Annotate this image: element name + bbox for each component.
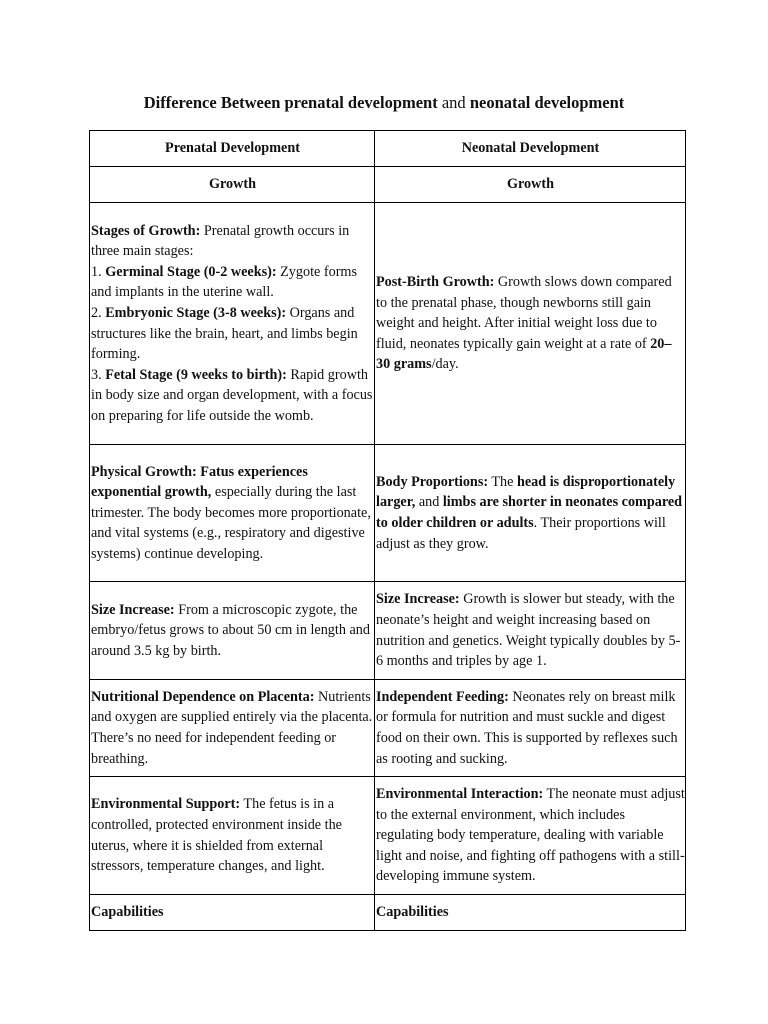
table-row bbox=[90, 203, 686, 445]
cell-neonatal-post-birth-growth: Post-Birth Growth: Growth slows down compared to the prenatal phase, though newborns still gain weight and height. After initial weight loss due to fluid, neonates typically gain weight at a rate of 20–30 grams/day. bbox=[375, 203, 686, 445]
cell-neonatal-environment: Environmental Interaction: The neonate must adjust to the external environment, which includes regulating body temperature, dealing with variable light and noise, and fighting off pathogens with a still-developing immune system. bbox=[375, 777, 686, 895]
table-row bbox=[90, 582, 686, 680]
document-title bbox=[0, 93, 768, 113]
cell-prenatal-capabilities: Capabilities bbox=[90, 895, 375, 931]
header-prenatal: Prenatal Development bbox=[90, 131, 375, 167]
cell-prenatal-nutrition: Nutritional Dependence on Placenta: Nutrients and oxygen are supplied entirely via the placenta. There’s no need for independent feeding or breathing. bbox=[90, 680, 375, 777]
cell-prenatal-physical-growth: Physical Growth: Fatus experiences exponential growth, especially during the last trimester. The body becomes more proportionate, and vital systems (e.g., respiratory and digestive systems) continue developing. bbox=[90, 445, 375, 582]
title-connector: and bbox=[437, 93, 470, 112]
table-row bbox=[90, 777, 686, 895]
subheader-prenatal: Growth bbox=[90, 167, 375, 203]
cell-prenatal-size-increase: Size Increase: From a microscopic zygote, the embryo/fetus grows to about 50 cm in length and around 3.5 kg by birth. bbox=[90, 582, 375, 680]
cell-neonatal-size-increase: Size Increase: Growth is slower but steady, with the neonate’s height and weight increasing based on nutrition and genetics. Weight typically doubles by 5-6 months and triples by age 1. bbox=[375, 582, 686, 680]
cell-neonatal-feeding: Independent Feeding: Neonates rely on breast milk or formula for nutrition and must suckle and digest food on their own. This is supported by reflexes such as rooting and sucking. bbox=[375, 680, 686, 777]
cell-prenatal-environment: Environmental Support: The fetus is in a controlled, protected environment inside the uterus, where it is shielded from external stressors, temperature changes, and light. bbox=[90, 777, 375, 895]
title-part-prenatal: Difference Between prenatal development bbox=[143, 93, 438, 112]
footer-row bbox=[90, 895, 686, 931]
subheader-row bbox=[90, 167, 686, 203]
table-row bbox=[90, 445, 686, 582]
cell-prenatal-stages: Stages of Growth: Prenatal growth occurs in three main stages: 1. Germinal Stage (0-2 weeks): Zygote forms and implants in the uterine wall. 2. Embryonic Stage (3-8 weeks): Organs and structures like the brain, heart, and limbs begin forming. 3. Fetal Stage (9 weeks to birth): Rapid growth in body size and organ development, with a focus on preparing for life outside the womb. bbox=[90, 203, 375, 445]
comparison-table bbox=[89, 130, 686, 931]
header-neonatal: Neonatal Development bbox=[375, 131, 686, 167]
cell-neonatal-body-proportions: Body Proportions: The head is disproportionately larger, and limbs are shorter in neonates compared to older children or adults. Their proportions will adjust as they grow. bbox=[375, 445, 686, 582]
cell-neonatal-capabilities: Capabilities bbox=[375, 895, 686, 931]
subheader-neonatal: Growth bbox=[375, 167, 686, 203]
table-row bbox=[90, 680, 686, 777]
title-part-neonatal: neonatal development bbox=[469, 93, 625, 112]
header-row bbox=[90, 131, 686, 167]
